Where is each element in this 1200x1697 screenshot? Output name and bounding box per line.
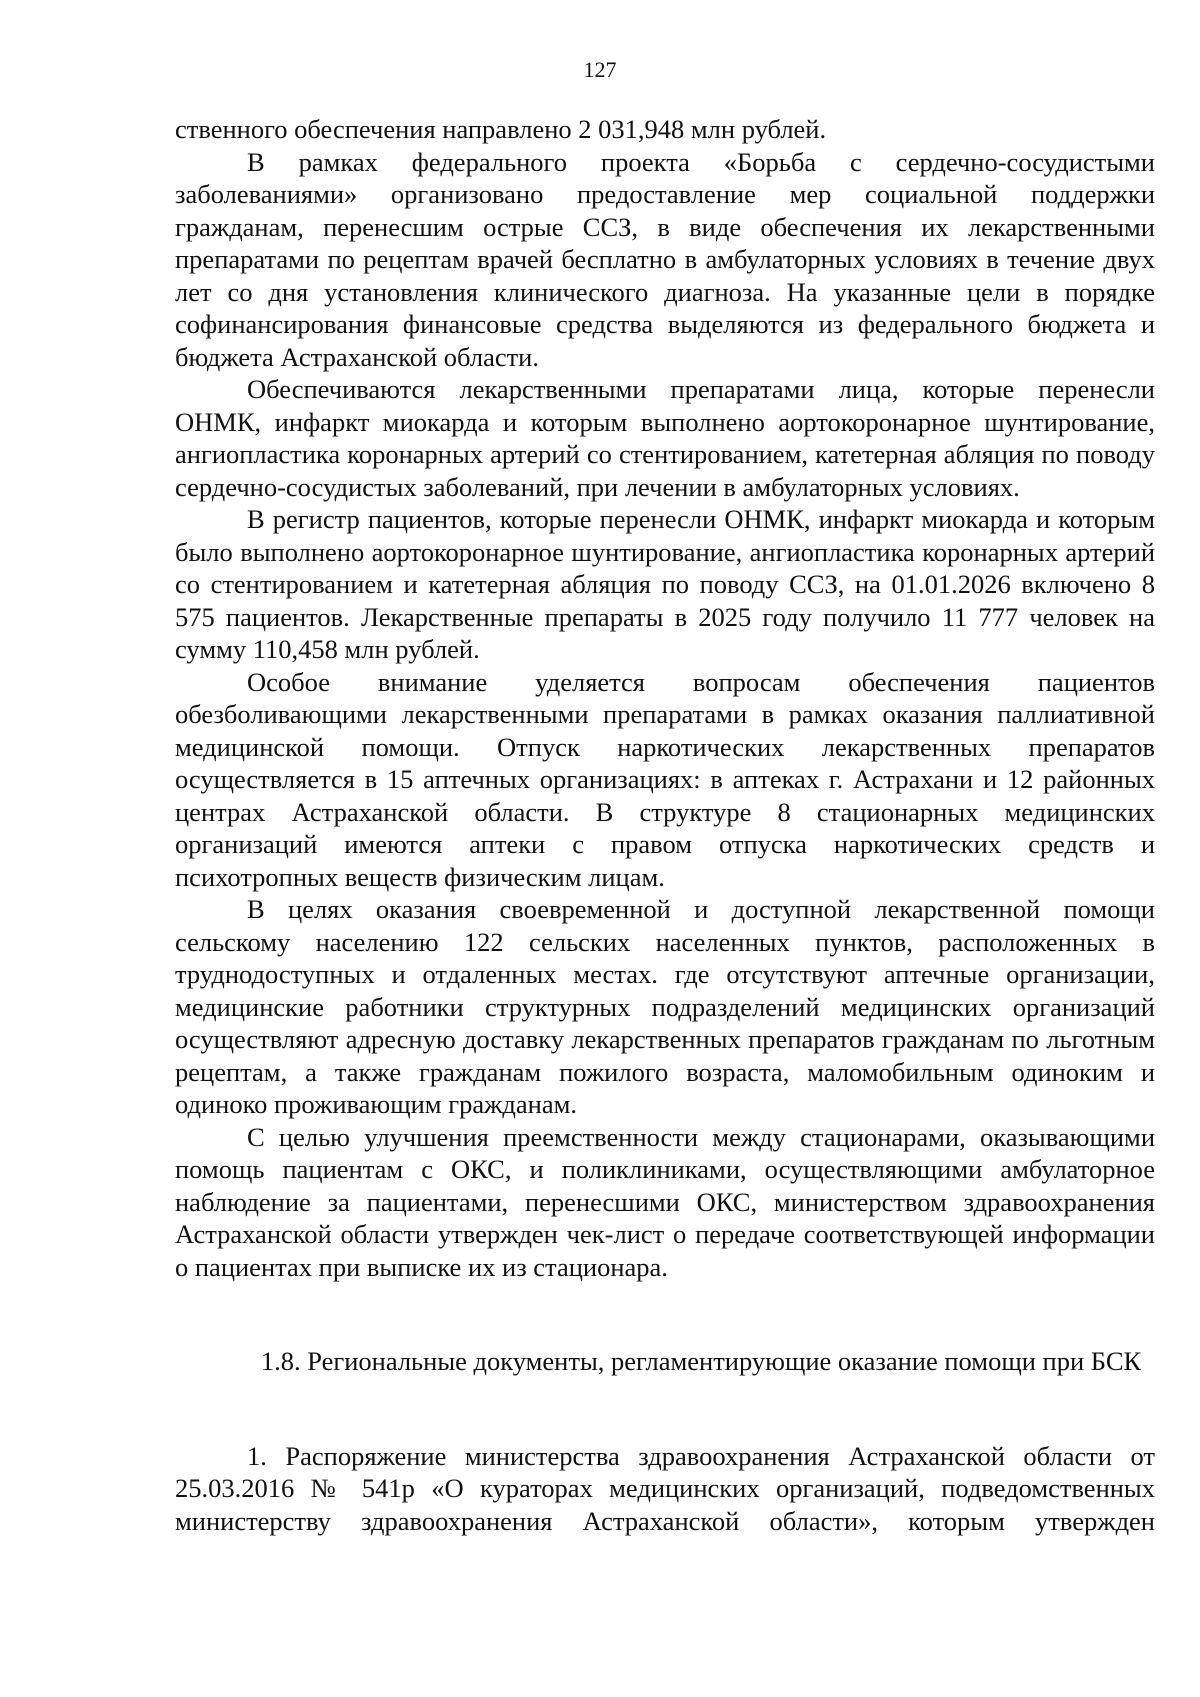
document-body xyxy=(175,113,1155,1537)
paragraph-palliative-care: Особое внимание уделяется вопросам обеспечения пациентов обезболивающими лекарственными препаратами в рамках оказания паллиативной медицинской помощи. Отпуск наркотических лекарственных препаратов осуществляется в 15 аптечных организациях: в аптеках г. Астрахани и 12 районных центрах Астраханской области. В структуре 8 стационарных медицинских организаций имеются аптеки с правом отпуска наркотических средств и психотропных веществ физическим лицам. xyxy=(175,666,1155,892)
page-number: 127 xyxy=(583,57,617,82)
paragraph-federal-project: В рамках федерального проекта «Борьба с сердечно-сосудистыми заболеваниями» организовано предоставление мер социальной поддержки гражданам, перенесшим острые ССЗ, в виде обеспечения их лекарственными препаратами по рецептам врачей бесплатно в амбулаторных условиях в течение двух лет со дня установления клинического диагноза. На указанные цели в порядке софинансирования финансовые средства выделяются из федерального бюджета и бюджета Астраханской области. xyxy=(175,146,1155,372)
paragraph-patient-register: В регистр пациентов, которые перенесли ОНМК, инфаркт миокарда и которым было выполнено аортокоронарное шунтирование, ангиопластика коронарных артерий со стентированием и катетерная абляция по поводу ССЗ, на 01.01.2026 включено 8 575 пациентов. Лекарственные препараты в 2025 году получило 11 777 человек на сумму 110,458 млн рублей. xyxy=(175,504,1155,664)
section-heading: 1.8. Региональные документы, регламентирующие оказание помощи при БСК xyxy=(260,1346,1142,1376)
paragraph-rural-delivery: В целях оказания своевременной и доступной лекарственной помощи сельскому населению 122 сельских населенных пунктов, расположенных в труднодоступных и отдаленных местах. где отсутствуют аптечные организации, медицинские работники структурных подразделений медицинских организаций осуществляют адресную доставку лекарственных препаратов гражданам по льготным рецептам, а также гражданам пожилого возраста, маломобильным одиноким и одиноко проживающим гражданам. xyxy=(175,894,1155,1119)
paragraph-continuation: ственного обеспечения направлено 2 031,948 млн рублей. xyxy=(175,114,827,144)
paragraph-order-list-item: 1. Распоряжение министерства здравоохранения Астраханской области от 25.03.2016 № 541р «О кураторах медицинских организаций, подведомственных министерству здравоохранения Астраханской области», которым утвержден xyxy=(175,1440,1155,1536)
paragraph-checklist: С целью улучшения преемственности между стационарами, оказывающими помощь пациентам с ОКС, и поликлиниками, осуществляющими амбулаторное наблюдение за пациентами, перенесшими ОКС, министерством здравоохранения Астраханской области утвержден чек-лист о передаче соответствующей информации о пациентах при выписке их из стационара. xyxy=(175,1121,1155,1282)
paragraph-eligible-persons: Обеспечиваются лекарственными препаратами лица, которые перенесли ОНМК, инфаркт миокарда и которым выполнено аортокоронарное шунтирование, ангиопластика коронарных артерий со стентированием, катетерная абляция по поводу сердечно-сосудистых заболеваний, при лечении в амбулаторных условиях. xyxy=(175,374,1155,502)
